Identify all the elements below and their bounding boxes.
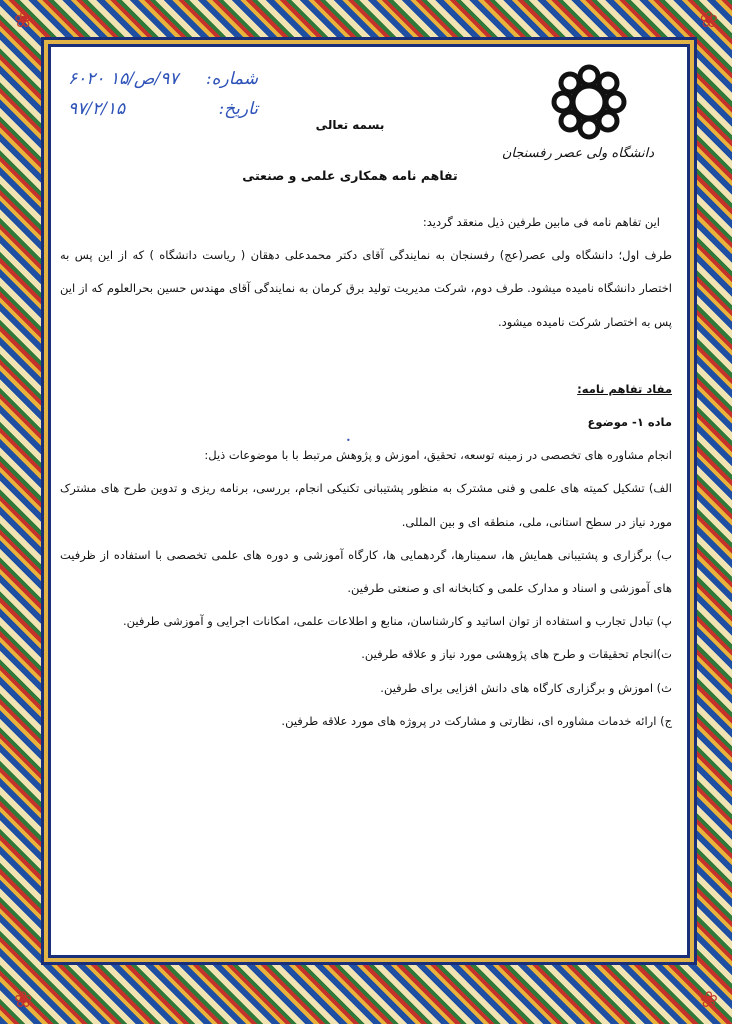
list-item: ج) ارائه خدمات مشاوره ای، نظارتی و مشارکت در پروژه های مورد علاقه طرفین.: [281, 713, 672, 728]
section-heading: مفاد تفاهم نامه:: [577, 381, 672, 396]
intro-paragraph: این تفاهم نامه فی مابین طرفین ذیل منعقد گردید:: [422, 215, 660, 229]
ink-dot: •: [346, 436, 351, 445]
document-body: [60, 206, 672, 946]
list-item: ث) اموزش و برگزاری کارگاه های دانش افزایی برای طرفین.: [380, 680, 672, 695]
document: [60, 56, 672, 946]
handwritten-date-value: ۹۷/۲/۱۵: [68, 99, 126, 119]
list-item: ت)انجام تحقیقات و طرح های پژوهشی مورد نیاز و علاقه طرفین.: [361, 647, 672, 662]
knot-emblem-icon: [547, 60, 631, 144]
list-item: الف) تشکیل کمیته های علمی و فنی مشترک به منظور پشتیبانی تکنیکی انجام، بررسی، برنامه ریزی و تدوین طرح های مشترک مورد نیاز در سطح استانی، ملی، منطقه ای و بین المللی.: [60, 481, 672, 529]
document-title: تفاهم نامه همکاری علمی و صنعتی: [242, 168, 458, 183]
handwritten-reference: [68, 64, 258, 124]
handwritten-number-label: شماره:: [205, 69, 258, 89]
handwritten-number-value: ۹۷/ص/۱۵ ۶۰۲۰: [68, 69, 179, 89]
parties-paragraph: طرف اول؛ دانشگاه ولی عصر(عج) رفسنجان به نمایندگی آقای دکتر محمدعلی دهقان ( ریاست دانشگاه ) که از این پس به اختصار دانشگاه نامیده میشود. طرف دوم، شرکت مدیریت تولید برق کرمان به نمایندگی آقای مهندس حسین بحرالعلوم که از این پس به اختصار شرکت نامیده میشود.: [60, 248, 672, 329]
university-name: دانشگاه ولی عصر رفسنجان: [501, 146, 654, 161]
university-logo: [501, 60, 654, 161]
handwritten-date-label: تاریخ:: [218, 99, 258, 119]
invocation: بسمه تعالی: [315, 118, 385, 132]
article-heading: ماده ۱- موضوع: [587, 415, 672, 430]
list-item: پ) تبادل تجارب و استفاده از توان اساتید و کارشناسان، منابع و اطلاعات علمی، امکانات اجرایی و آموزشی طرفین.: [122, 614, 672, 629]
corner-ornament-icon: ❀: [699, 8, 718, 33]
list-item: ب) برگزاری و پشتیبانی همایش ها، سمینارها، گردهمایی ها، کارگاه آموزشی و دوره های علمی تخصصی با استفاده از ظرفیت های آموزشی و اسناد و مدارک علمی و کتابخانه ای و صنعتی طرفین.: [60, 547, 672, 596]
article-intro: انجام مشاوره های تخصصی در زمینه توسعه، تحقیق، اموزش و پژوهش مرتبط با با موضوعات ذیل:: [204, 448, 672, 463]
corner-ornament-icon: ❀: [14, 8, 33, 33]
corner-ornament-icon: ❀: [14, 988, 33, 1013]
corner-ornament-icon: ❀: [699, 988, 718, 1013]
